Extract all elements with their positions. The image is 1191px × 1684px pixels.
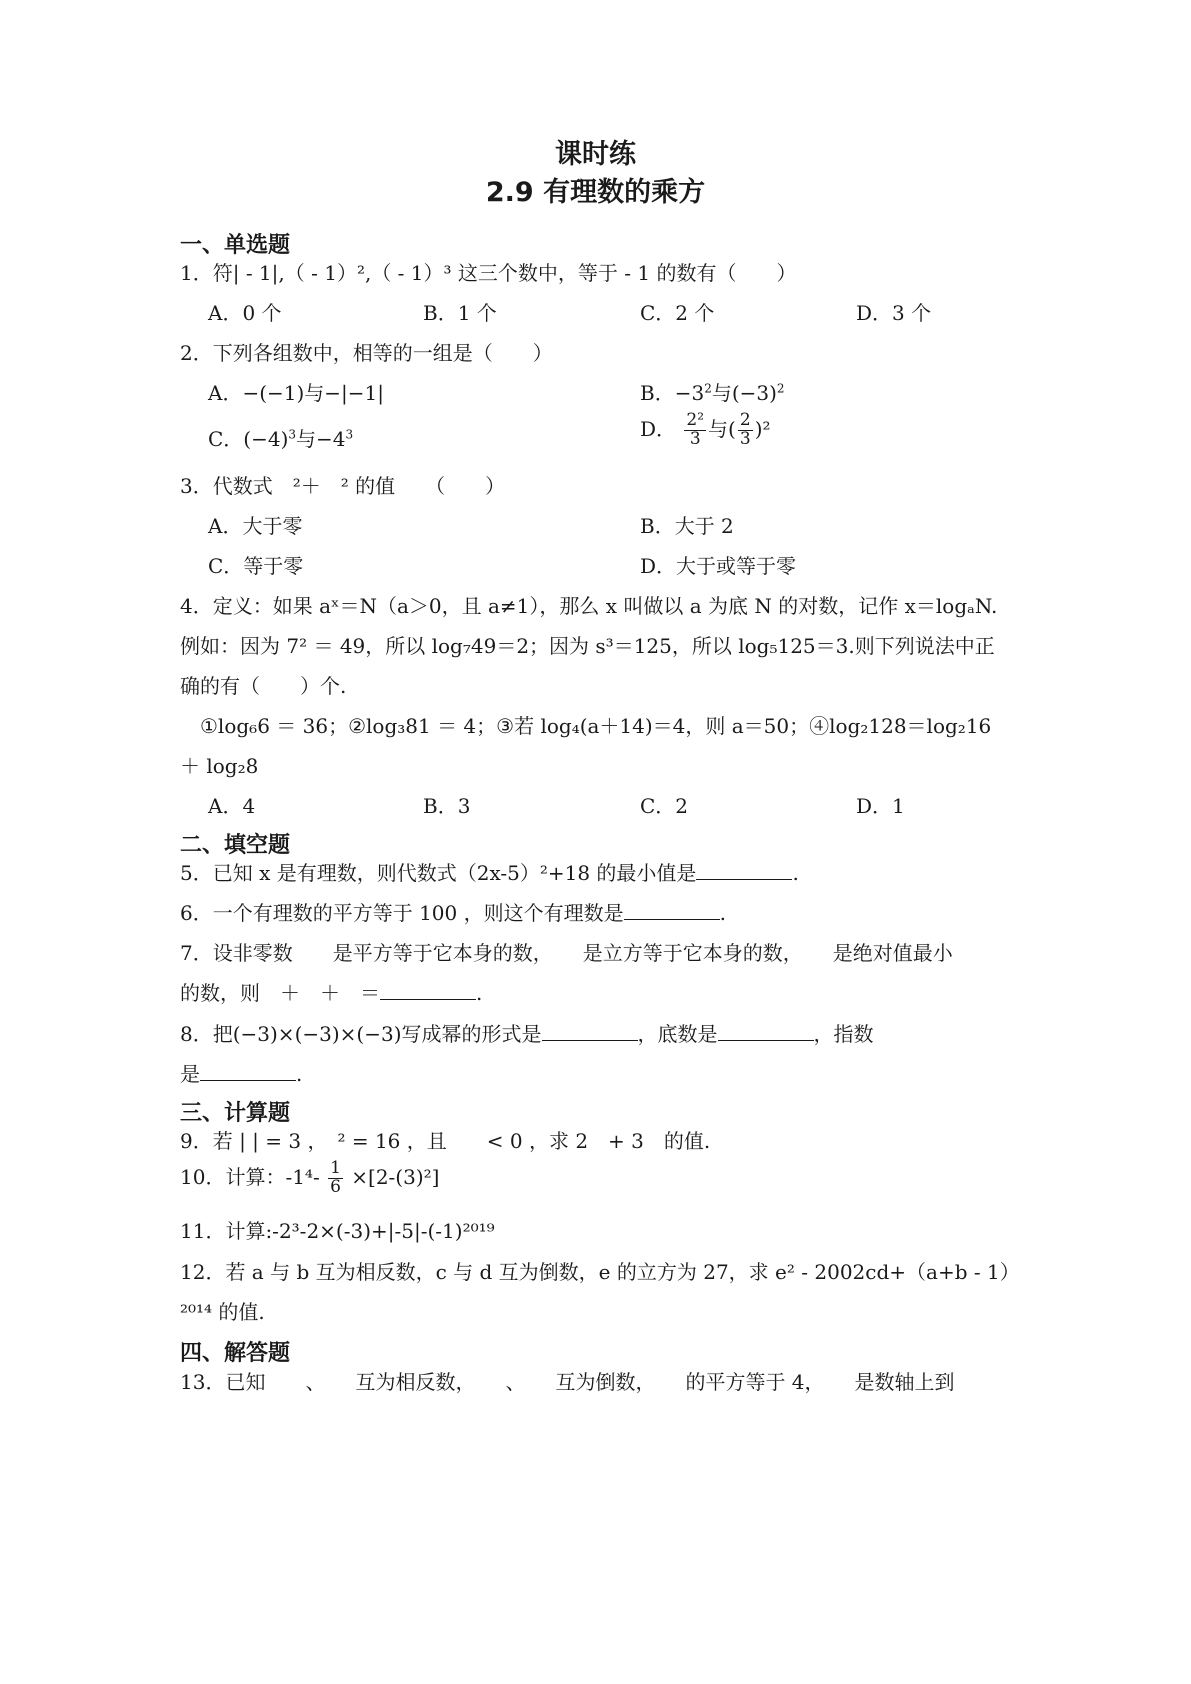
q2-option-b-exp1: 2 <box>704 381 712 396</box>
question-2: 2．下列各组数中，相等的一组是（ ） <box>180 341 553 365</box>
answer-blank[interactable] <box>696 861 792 880</box>
q2-option-c-exp1: 3 <box>288 427 297 442</box>
question-5 <box>180 857 799 886</box>
q3-option-b: B．大于 2 <box>640 514 734 538</box>
q2-option-d <box>640 412 771 449</box>
q2-option-b-exp2: 2 <box>776 381 785 396</box>
question-5-end: . <box>792 861 799 885</box>
question-8-text-a: 8．把(−3)×(−3)×(−3)写成幂的形式是 <box>180 1022 542 1046</box>
fraction-denominator: 3 <box>689 428 701 449</box>
question-3: 3．代数式 ²＋ ² 的值 （ ） <box>180 474 506 498</box>
question-8-end: . <box>296 1062 303 1086</box>
question-1: 1．符| - 1|,（ - 1）²,（ - 1）³ 这三个数中，等于 - 1 的数有（ ） <box>180 261 797 285</box>
question-10 <box>180 1160 439 1197</box>
section-heading-calculation: 三、计算题 <box>180 1101 291 1126</box>
fraction-denominator: 3 <box>739 428 751 449</box>
question-8-text-c: ，指数 <box>813 1022 874 1046</box>
q4-option-d: D．1 <box>856 794 905 818</box>
q2-option-c-base: C．(−4) <box>208 427 289 451</box>
page-subtitle: 2.9 有理数的乘方 <box>485 177 706 208</box>
q4-option-b: B．3 <box>423 794 471 818</box>
question-4-line-1: 4．定义：如果 aˣ＝N（a＞0，且 a≠1），那么 x 叫做以 a 为底 N 的对数，记作 x＝logₐN. <box>180 594 998 618</box>
section-heading-answer: 四、解答题 <box>180 1341 291 1366</box>
answer-blank[interactable] <box>542 1022 638 1041</box>
q4-option-c: C．2 <box>640 794 689 818</box>
question-4-line-2: 例如：因为 7² ＝ 49，所以 log₇49＝2；因为 s³＝125，所以 log₅125＝3.则下列说法中正 <box>180 634 995 658</box>
question-6-text: 6．一个有理数的平方等于 100 ，则这个有理数是 <box>180 901 624 925</box>
section-heading-fill-blank: 二、填空题 <box>180 833 291 858</box>
question-7-end: . <box>476 981 483 1005</box>
question-8-line-2 <box>180 1058 302 1087</box>
q3-option-a: A．大于零 <box>208 514 303 538</box>
question-6 <box>180 897 726 926</box>
question-8-text-b: ，底数是 <box>637 1022 718 1046</box>
q2-option-b-mid: 与(−3) <box>711 381 777 405</box>
q2-option-b-base: B．−3 <box>640 381 705 405</box>
question-8-line-1 <box>180 1018 874 1047</box>
question-9: 9．若 | | = 3 ， ² = 16 ，且 < 0 ，求 2 + 3 的值. <box>180 1129 711 1153</box>
q1-option-c: C．2 个 <box>640 301 715 325</box>
page-title: 课时练 <box>555 139 636 170</box>
question-12-line-1: 12．若 a 与 b 互为相反数，c 与 d 互为倒数，e 的立方为 27，求 e² - 2002cd+（a+b - 1） <box>180 1260 1020 1284</box>
question-4-line-5: ＋ log₂8 <box>180 754 259 778</box>
q2-option-d-fraction-2 <box>738 412 753 449</box>
question-10-post: ×[2-(3)²] <box>351 1164 440 1189</box>
answer-blank[interactable] <box>624 901 720 920</box>
question-10-pre: 10．计算：-1⁴- <box>180 1164 320 1189</box>
question-11: 11．计算:-2³-2×(-3)+|-5|-(-1)²⁰¹⁹ <box>180 1219 495 1243</box>
q2-option-b <box>640 377 785 406</box>
fraction-numerator: 1 <box>330 1158 341 1178</box>
question-10-fraction <box>328 1160 343 1197</box>
answer-blank[interactable] <box>200 1062 296 1081</box>
q2-option-d-fraction-1 <box>684 412 706 449</box>
q2-option-c <box>208 423 353 452</box>
answer-blank[interactable] <box>380 981 476 1000</box>
q3-option-d: D．大于或等于零 <box>640 554 797 578</box>
question-4-line-3: 确的有（ ）个. <box>180 674 347 698</box>
question-6-end: . <box>719 901 726 925</box>
answer-blank[interactable] <box>718 1022 814 1041</box>
question-4-line-4: ①log₆6 ＝ 36；②log₃81 ＝ 4；③若 log₄(a＋14)＝4，则 a＝50；④log₂128＝log₂16 <box>200 714 992 738</box>
fraction-numerator: 2 <box>739 410 751 430</box>
q2-option-a: A．−(−1)与−|−1| <box>208 381 385 405</box>
q1-option-b: B．1 个 <box>423 301 497 325</box>
q1-option-a: A．0 个 <box>208 301 282 325</box>
question-8-line-2-text: 是 <box>180 1062 200 1086</box>
question-5-text: 5．已知 x 是有理数，则代数式（2x-5）²+18 的最小值是 <box>180 861 697 885</box>
q2-option-d-label: D． <box>640 416 677 441</box>
question-7-line-2 <box>180 977 482 1006</box>
q2-option-d-tail: )² <box>754 416 771 441</box>
question-12-line-2: ²⁰¹⁴ 的值. <box>180 1300 265 1324</box>
question-7-line-2-text: 的数，则 ＋ ＋ ＝ <box>180 981 380 1005</box>
q1-option-d: D．3 个 <box>856 301 932 325</box>
q2-option-c-mid: 与−4 <box>296 427 346 451</box>
q4-option-a: A．4 <box>208 794 256 818</box>
question-7-line-1: 7．设非零数 是平方等于它本身的数， 是立方等于它本身的数， 是绝对值最小 <box>180 941 953 965</box>
section-heading-single-choice: 一、单选题 <box>180 233 291 258</box>
q3-option-c: C．等于零 <box>208 554 304 578</box>
fraction-denominator: 6 <box>330 1176 341 1197</box>
q2-option-c-exp2: 3 <box>345 427 354 442</box>
question-13-line-1: 13．已知 、 互为相反数， 、 互为倒数， 的平方等于 4， 是数轴上到 <box>180 1370 955 1394</box>
q2-option-d-mid: 与( <box>708 416 736 441</box>
fraction-numerator: 2² <box>686 410 705 430</box>
